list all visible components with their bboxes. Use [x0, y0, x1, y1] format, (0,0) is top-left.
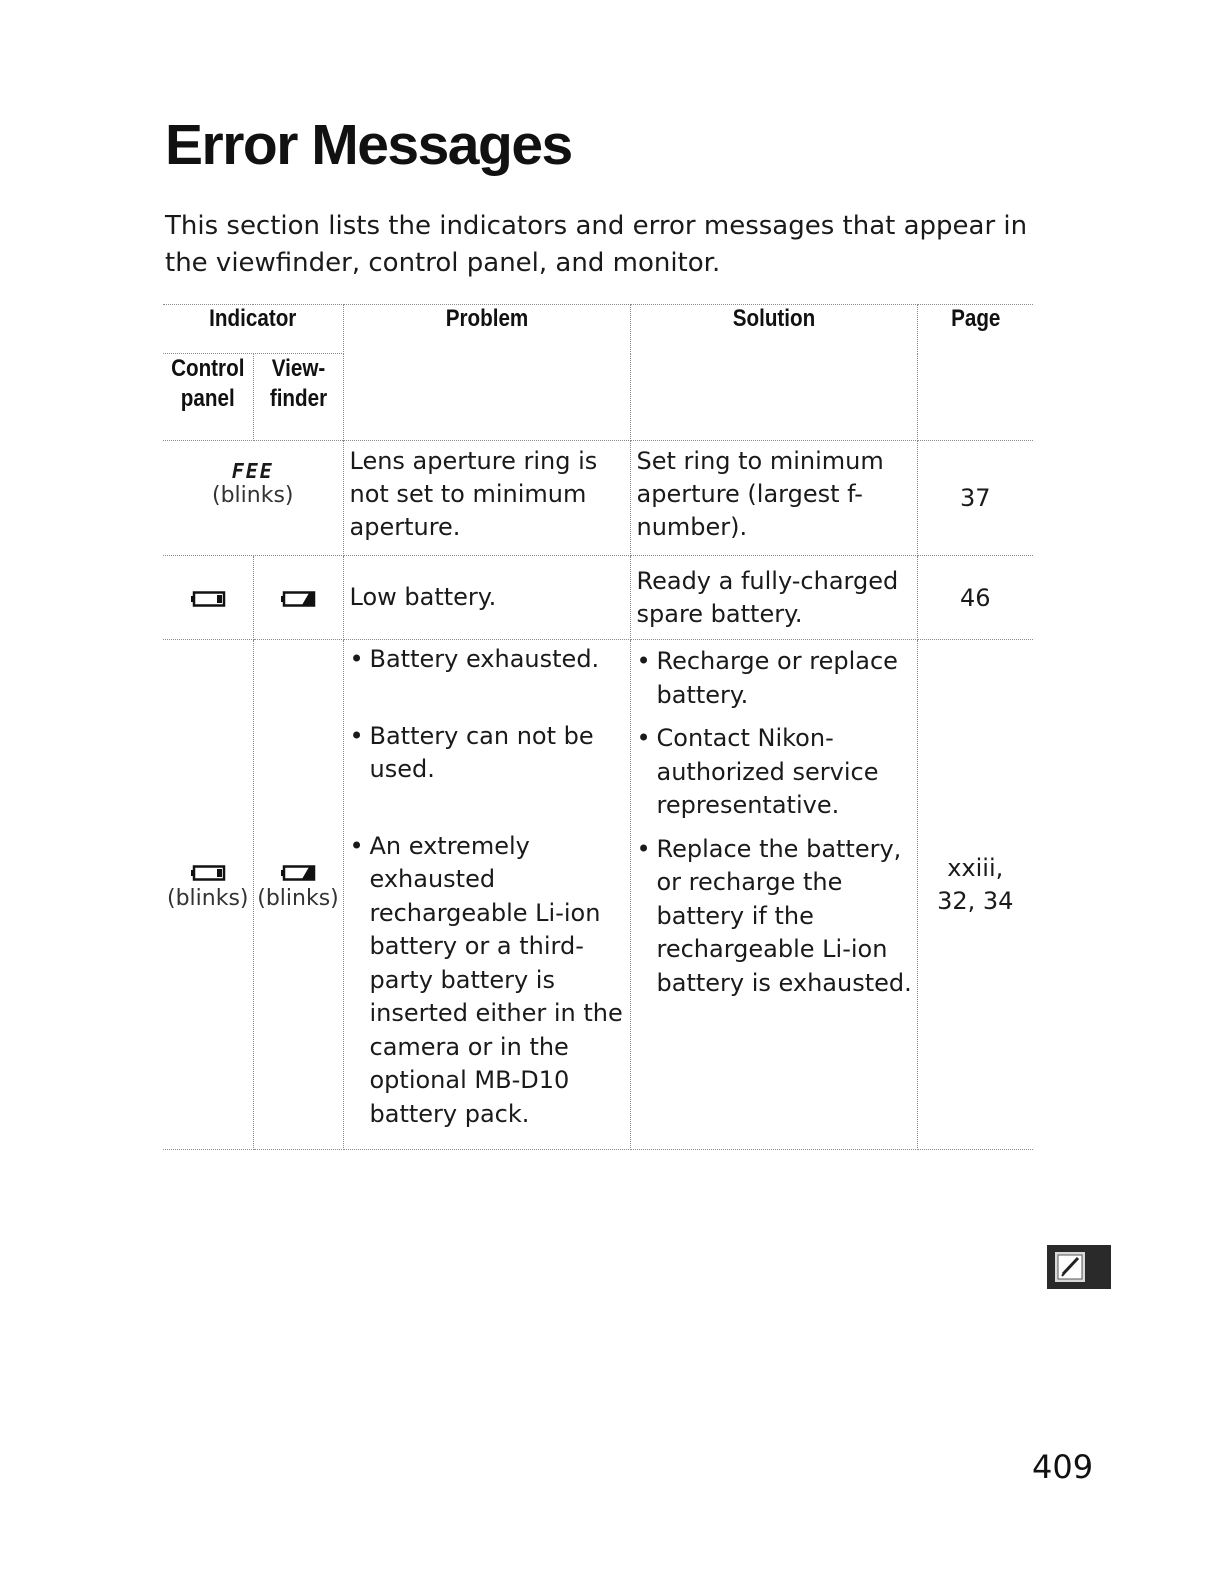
- table-row: [163, 441, 1033, 556]
- problem-cell: [343, 640, 630, 1150]
- solution-cell: [630, 640, 917, 1150]
- low-battery-icon: [190, 591, 226, 607]
- blinks-note: (blinks): [211, 483, 294, 508]
- header-indicator: Indicator: [163, 305, 343, 354]
- battery-exhausted-icon: [190, 865, 226, 881]
- problem-cell: Lens aperture ring is not set to minimum aperture.: [343, 441, 630, 556]
- blinks-note: (blinks): [257, 886, 339, 911]
- page-title: Error Messages: [165, 113, 572, 177]
- problem-item: • Battery exhausted.: [370, 643, 630, 677]
- blinks-note: (blinks): [166, 886, 249, 911]
- page-number: 409: [1032, 1448, 1094, 1486]
- header-page: Page: [917, 305, 1033, 441]
- fee-indicator-text: FEE: [231, 459, 274, 483]
- solution-cell: Ready a fully-charged spare battery.: [630, 556, 917, 640]
- solution-item: • Contact Nikon-authorized service representative.: [657, 722, 917, 823]
- problem-item: • Battery can not be used.: [370, 720, 630, 787]
- header-control-panel: Control panel: [163, 354, 253, 441]
- solution-item: • Recharge or replace battery.: [657, 645, 917, 712]
- page-ref: 37: [917, 441, 1033, 556]
- low-battery-icon: [280, 591, 316, 607]
- viewfinder-cell: [253, 640, 343, 1150]
- problem-item: • An extremely exhausted rechargeable Li-ion battery or a third-party battery is inserted either in the camera or in the optional MB-D10 battery pack.: [370, 830, 630, 1132]
- page-ref: 46: [917, 556, 1033, 640]
- solution-item: • Replace the battery, or recharge the battery if the rechargeable Li-ion battery is exhausted.: [657, 833, 917, 1001]
- page-ref: xxiii, 32, 34: [917, 640, 1033, 1150]
- indicator-cell: [163, 441, 343, 556]
- intro-paragraph: This section lists the indicators and error messages that appear in the viewfinder, control panel, and monitor.: [165, 211, 1028, 278]
- header-problem: Problem: [343, 305, 630, 441]
- table-row: [163, 556, 1033, 640]
- control-panel-cell: [163, 640, 253, 1150]
- battery-exhausted-icon: [280, 865, 316, 881]
- header-viewfinder: View-finder: [253, 354, 343, 441]
- problem-cell: Low battery.: [343, 556, 630, 640]
- solution-cell: Set ring to minimum aperture (largest f-number).: [630, 441, 917, 556]
- table-row: [163, 640, 1033, 1150]
- control-panel-cell: [163, 556, 253, 640]
- header-solution: Solution: [630, 305, 917, 441]
- viewfinder-cell: [253, 556, 343, 640]
- troubleshooting-tab-icon: [1047, 1245, 1111, 1289]
- error-messages-table: [163, 304, 1033, 1150]
